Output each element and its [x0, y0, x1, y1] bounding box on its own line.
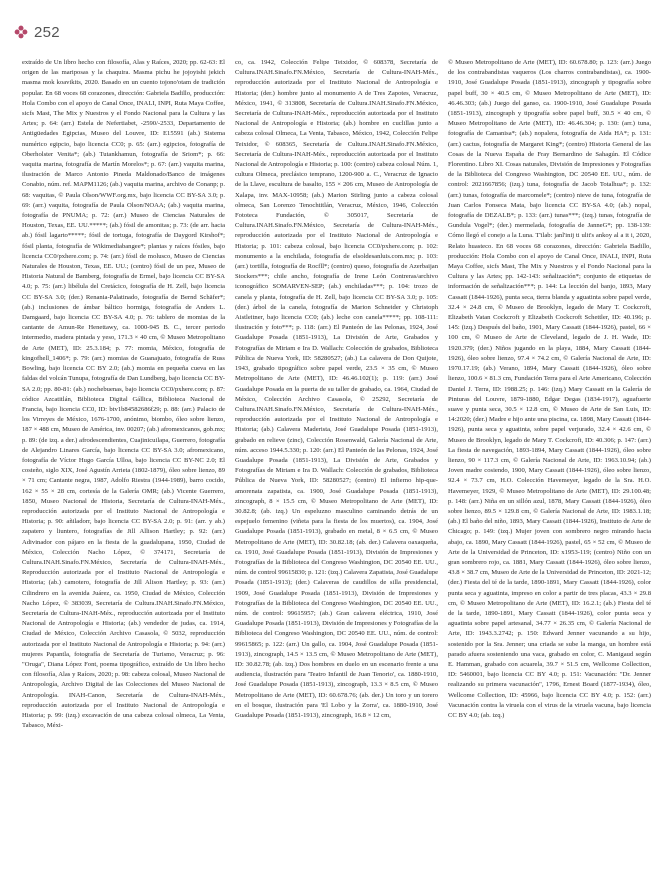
credits-text: co, ca. 1942, Colección Felipe Teixidor, © 608378, Secretaría de Cultura.INAH.Sinafo.FN.México, Secretaría de Cultura-INAH-Méx., reproducción autorizada por el Instituto Nacional de Antropología e Historia; (der.) hombre junto al monumento A de Tres Zapotes, Veracruz, México, 1941, © 313808, Secretaría de Cultura.INAH.Sinafo.FN.México, Secretaría de Cultura-INAH-Méx., reproducción autorizada por el Instituto Nacional de Antropología e Historia; (ab.) hombre en cuclillas junto a cabeza colosal Olmeca, La Venta, Tabasco, México, 1942, Colección Felipe Teixidor, © 608365, Secretaría de Cultura.INAH.Sinafo.FN.México, Secretaría de Cultura-INAH-Méx., reproducción autorizada por el Instituto Nacional de Antropología e Historia; p. 100: (centro) cabeza colosal Núm. 1, cultura Olmeca, preclásico temprano, 1200-900 a. C., Veracruz de Ignacio de la Llave, escultura de basalto, 155 × 206 cm, Museo de Antropología de Xalapa, inv. MAX-10958; (ab.) Marion Stirling junto a cabeza colosal olmeca, San Lorenzo Tenochtitlán, Veracruz, México, 1946, Colección Fototeca Fundación, © 305017, Secretaría de Cultura.INAH.Sinafo.FN.México, Secretaría de Cultura-INAH-Méx., reproducción autorizada por el Instituto Nacional de Antropología e Historia; p. 101: cabeza colosal, bajo licencia CC0/pxhere.com; p. 102: monumento a la enchilada, fotografía de elsoldesanluis.com.mx; p. 103: (arr.) tortilla, fotografía de Rocfll*; (centro) queso, fotografía de Azerbaijan Stockers***; chile ancho, fotografía de Irene León Contreras/archivo iconográfico SOMARVEN-SEP; (ab.) enchiladas***; p. 104: trozo de canela y planta, fotografía de H. Zell, bajo licencia CC BY-SA 3.0; p. 105: (der.) árbol de la canela, fotografía de Marion Schneider y Christoph Aistleitner, bajo licencia CC0; (ab.) leche con canela*****; pp. 108-111: ilustración y foto***; p. 118: (arr.) El Panteón de las Pelonas, 1924, José Guadalupe Posada (1851-1913), La División de Arte, Grabados y Fotografías de Miriam e Ira D. Wallach: Colección de grabados, Biblioteca Pública de Nueva York, ID: 58280527; (ab.) La calavera de Don Quijote, 1943, grabado tipográfico sobre papel verde, 23.5 × 35 cm, © Museo Metropolitano de Arte (MET), ID: 46.46.102(1); p. 119: (arr.) José Guadalupe Posada en la puerta de su taller de grabado, ca. 1964, Ciudad de México, Colección Archivo Casasola, © 25292, Secretaría de Cultura.INAH.Sinafo.FN.México, Secretaría de Cultura-INAH-Méx., reproducción autorizada por el Instituto Nacional de Antropología e Historia; (ab.) Calavera Maderista, José Guadalupe Posada (1851-1913), grabado en relieve (zinc), Colección Rosenwald, Galería Nacional de Arte, núm. acceso 1944.5.330; p. 120: (arr.) El Panteón de las Pelonas, 1924, José Guadalupe Posada (1851-1913), La División de Arte, Grabados y Fotografías de Miriam e Ira D. Wallach: Colección de grabados, Biblioteca Pública de Nueva York, ID: 58280527; (centro) El infierno hip-que-amorenata zapatista, ca. 1900, José Guadalupe Posada (1851-1913), zincograph, 8 × 15.5 cm, © Museo Metropolitano de Arte (MET), ID: 30.82.8; (ab. izq.) Un espeluzno masculino caminando detrás de un espejuelo femenino (viñeta para la fiesta de los muertos), ca. 1904, José Guadalupe Posada (1851-1913), grabado en metal, 8 × 6.5 cm, © Museo Metropolitano de Arte (MET), ID: 30.82.18; (ab. der.) Calavera oaxaqueña, ca. 1910, José Guadalupe Posada (1851-1913), División de Impresiones y Fotografías de la Biblioteca del Congreso Washington, DC 20540 EE. UU., núm. de control 99615830; p. 121: (izq.) Calavera Zapatista, José Guadalupe Posada (1851-1913); (der.) Calaveras de caudillos de silla presidencial, 1909, José Guadalupe Posada (1851-1913), División de Impresiones y Fotografías de la Biblioteca del Congreso Washington, DC 20540 EE. UU., núm. de control: 99615957; (ab.) Gran calavera eléctrica, 1910, José Guadalupe Posada (1851-1913), División de Impresiones y Fotografías de la Biblioteca del Congreso Washington, DC 20540 EE. UU., núm. de control: 99615865; p. 122: (arr.) Un gallo, ca. 1904, José Guadalupe Posada (1851-1913), zincograph, 14.5 × 13.5 cm, © Museo Metropolitano de Arte (MET), ID: 30.82.78; (ab. izq.) Dos hombres en duelo en un escenario frente a una audiencia, ilustración para 'Teatro Infantil de Juan Tenorio', ca. 1880-1910, José Guadalupe Posada (1851-1913), zincograph, 13.3 × 8.5 cm, © Museo Metropolitano de Arte (MET), ID: 60.678.76; (ab. der.) Un toro y un torero en el bosque, ilustración para 'El Lobo y la Zorra', ca. 1880-1910, José Guadalupe Posada (1851-1913), zincograph, 16.8 × 12 cm,	[235, 59, 438, 719]
page-header	[14, 22, 60, 42]
credits-column-1	[22, 58, 225, 868]
credits-text: extraído de Un libro hecho con filosofía, Alas y Raíces, 2020; pp. 62-63: El origen de las mariposas y la chaquira. Masma pichu he jojoyishi jekich masma mok koavikits, 2020. Basado en un cuento tojono'otam de tradición popular. En 68 voces 68 corazones, dirección: Gabriela Badillo, producción: Hola Combo con el apoyo de Canal Once, INALI, INPI, Ruta Maya Coffee, sicfs Mast, The Mix y Nuestros y el Fondo Nacional para la Cultura y las Artes; p. 64: (arr.) Estela de Nefertiabet, -2590/-2533, Departamento de Antigüedades Egipcias, Museo del Louvre, ID: E15591 (ab.) Sistema numérico egipcio, bajo licencia CC0; p. 65: (arr.) egipcios, fotografía de Oberholster Venita*; (ab.) Tutankhamun, fotografía de Sriom*; p. 66: vaquita marina, fotografía de Martín Morelos*; p. 67: (arr.) vaquita marina, ilustración de Marco Antonio Pineda Maldonado/Banco de imágenes Conabio, núm. ref. MAPM1126; (ab.) vaquita marina, archivo de Conanp; p. 68: vaquitas, © Paula Olson/WWF.org.mx, bajo licencia CC BY-SA 3.0; p. 69: (arr.) vaquita, fotografía de Paula Olson/NOAA; (ab.) vaquita marina, fotografía de PNUMA; p. 72: (arr.) Museo de Ciencias Naturales de Houston, Texas, EE. UU.*****; (ab.) fósil de amonitas; p. 73: (de arr. hacia ab.) fósil lagarto*****; fósil de tortuga, fotografía de Daygord Kirshof*; fósil planta, fotografía de Wikimediabangee*; plantas y raíces fósiles, bajo licencia CC0/pxhere.com; p. 74: (arr.) fósil de molusco, Museo de Ciencias Naturales de Houston, Texas, EE. UU.; (centro) fósil de un pez, Museo de Historia Natural de Bamberg, fotografía de Ermel, bajo licencia CC BY-SA 4.0; p. 75: (arr.) libélula del Cretácico, fotografía de H. Zell, bajo licencia CC BY-SA 3.0; (der.) Renania-Palatinado, fotografía de Bernd Schäfer*; (ab.) inclusiones de ámbar báltico hormiga, fotografía de Anders L. Damgaard, bajo licencia CC BY-SA 4.0; p. 76: tablero de momias de la cantante de Amun-Re Henettawy, ca. 1000-945 B. C., tercer periodo intermedio, madera pintada y yeso, 171.3 × 40 cm, © Museo Metropolitano de Arte (MET), ID: 25.3.184; p. 77: momia, México, fotografía de kingofhell_1406*; p. 79: (arr.) momias de Guanajuato, fotografía de Russ Bowling, bajo licencia CC BY 2.0; (ab.) momia en pequeña cueva en las faldas del volcán Tunupa, fotografía de Dan Lundberg, bajo licencia CC BY-SA 2.0; pp. 80-81: (ab.) nochebuenas, bajo licencia CC0/pxhere.com; p. 87: códice Azcatitlán, Biblioteca Digital Gállica, Biblioteca Nacional de Francia, bajo licencia CC0, ID: btv1b84582686f29; p. 88: (arr.) Palacio de los Virreyes de México, 1676-1700, anónimo, biombo, óleo sobre lienzo, 187 × 488 cm, Museo de América, inv. 00207; (ab.) afromexicanos, gob.mx; p. 89: (de izq. a der.) afrodescendientes, Cuajinicuilapa, Guerrero, fotografía de Alejandro Linares García, bajo licencia CC BY-SA 3.0; afromexicano, fotografía de Víctor Hugo García Ulloa, bajo licencia CC BY-NC 2.0; El costeño, siglo XIX, José Agustín Arrieta (1802-1879), óleo sobre lienzo, 89 × 71 cm; Cantante negra, 1987, Adolfo Riestra (1944-1989), barro cocido, 162 × 55 × 28 cm, cortesía de la Galería OMR; (ab.) Vicente Guerrero, 1850, Museo Nacional de Historia, Secretaría de Cultura-INAH-Méx., reproducción autorizada por el Instituto Nacional de Antropología e Historia; p. 90: añiladorr, bajo licencia CC BY-SA 2.0; p. 91: (arr. y ab.) zapatero y liuntero, fotografías de Jill Allison Hartley; p. 92: (arr.) Adivinador con pájaro en la fiesta de la guadalupana, 1950, Ciudad de México, Colección Nacho López, © 374171, Secretaría de Cultura.INAH.Sinafo.FN.México, Secretaría de Cultura-INAH-Méx., Reproducción autorizada por el Instituto Nacional de Antropología e Historia; (ab.) camotero, fotografía de Jill Alison Hartley; p. 93: (arr.) Cilindrero en la avenida Juárez, ca. 1950, Ciudad de México, Colección Nacho López, © 383039, Secretaría de Cultura.INAH.Sinafo.FN.México, Secretaría de Cultura-INAH-Méx., reproducción autorizada por el Instituto Nacional de Antropología e Historia; (ab.) vendedor de judas, ca. 1914, Ciudad de México, Colección Archivo Casasola, © 5032, reproducción autorizada por el Instituto Nacional de Antropología e Historia; p. 94: (arr.) mujeres Papantla, fotografía de Secretaría de Turismo, Veracruz; p. 96: "Oruga", Diana López Font, poema tipográfico, extraído de Un libro hecho con filosofía, Alas y Raíces, 2020; p. 98: cabeza colosal, Museo Nacional de Antropología, Archivo Digital de las Colecciones del Museo Nacional de Antropología. INAH-Canon, Secretaría de Cultura-INAH-Méx., reproducción autorizada por el Instituto Nacional de Antropología e Historia; p. 99: (izq.) excavación de una cabeza colosal olmeca, La Venta, Tabasco, Méxi-	[22, 59, 225, 730]
credits-text: © Museo Metropolitano de Arte (MET), ID: 60.678.80; p. 123: (arr.) Juego de los contrabandistas vaqueros (Los charros contrabandistas), ca. 1900-1910, José Guadalupe Posada (1851-1913), zincograph y tipografía sobre papel buff, 30 × 40.5 cm, © Museo Metropolitano de Arte (MET), ID: 46.46.303; (ab.) Juego del ganso, ca. 1900-1910, José Guadalupe Posada (1851-1913), zincograph y tipografía sobre papel buff, 30.5 × 40 cm, © Museo Metropolitano de Arte (MET), ID: 46.46.304; p. 130: (arr.) tuna, fotografía de Camanisa*; (ab.) nopalera, fotografía de Aida HA*; p. 131: (arr.) cactus, fotografía de Margaret King*; (centro) Historia General de las Cosas de la Nueva España de Fray Bernardino de Sahagún. El Códice Florentino. Libro XI. Cosas naturales, División de Impresiones y Fotografías de la Biblioteca del Congreso Washington, DC 20540 EE. UU., núm. de control: 2021667856; (izq.) tuna, fotografía de Jacob Totalhua*; p. 132: (arr.) tunas, fotografía de marcomele*; (centro) nieve de tuna, fotografía de Juan Carlos Fonseca Mata, bajo licencia CC BY-SA 4.0; (ab.) nopal, fotografía de DEZALB*; p. 133: (arr.) tunas***; (izq.) tunas, fotografía de Gundula Vogel*; (der.) mermelada, fotografía de JanneG*; pp. 138-139: Cómo llegó el conejo a la Luna. T'ilab: janl'inij ti ulit's ankoy al a it i, 2020, Relato huasteco. En 68 voces 68 corazones, dirección: Gabriela Badillo, producción: Hola Combo con el apoyo de Canal Once, INALI, INPI, Ruta Maya Coffee, sicfs Mast, The Mix y Nuestros y el Fondo Nacional para la Cultura y las Artes; pp. 142-143: señalización*; conjunto de etiquetas de información de señalización***; p. 144: La lección del banjo, 1893, Mary Cassatt (1844-1926), punta seca, tierra blanda y aguatinta sobre papel verde, 32.4 × 24.8 cm, © Museo de Brooklyn, legado de Mary T. Cockcroft, Elizabeth Vatan Cockcroft y Elizabeth Cockcroft Schettler, ID: 40.196; p. 145: (izq.) Después del baño, 1901, Mary Cassatt (1844-1926), pastel, 66 × 100 cm, © Museo de Arte de Cleveland, legado de J. H. Wade, ID: 1920.379; (der.) Niños jugando en la playa, 1884, Mary Cassatt (1844-1926), óleo sobre lienzo, 97.4 × 74.2 cm, © Galería Nacional de Arte, ID: 1970.17.19; (ab.) Verano, 1894, Mary Cassatt (1844-1926), óleo sobre lienzo, 100.6 × 81.3 cm, Fundación Terra para el Arte Americano, Colección Daniel J. Terra, ID: 1988.25; p. 146: (izq.) Mary Cassatt en la Galería de Pinturas del Louvre, 1879-1880, Edgar Degas (1834-1917), aguafuerte suave y punta seca, 30.5 × 12.8 cm, © Museo de Arte de San Luis, ID: 14:2020; (der.) Madre e hijo ante una piscina, ca. 1898, Mary Cassatt (1844-1926), punta seca y aguatinta, sobre papel verjurado, 32.4 × 42.6 cm, © Museo de Brooklyn, legado de Mary T. Cockcroft, ID: 40.306; p. 147: (arr.) La fiesta de navegación, 1893-1894, Mary Cassatt (1844-1926), óleo sobre lienzo, 90 × 117.3 cm, © Galería Nacional de Arte, ID: 1963.10.94; (ab.) Joven madre cosiendo, 1900, Mary Cassatt (1844-1926), óleo sobre lienzo, 92.4 × 73.7 cm, H.O. Colección Havemeyer, legado de la Sra. H.O. Havemeyer, 1929, © Museo Metropolitano de Arte (MET), ID: 29.100.48; p. 148: (arr.) Niña en un sillón azul, 1878, Mary Cassatt (1844-1926), óleo sobre lienzo, 89.5 × 129.8 cm, © Galería Nacional de Arte, ID: 1983.1.18; (ab.) El baño del niño, 1893, Mary Cassatt (1844-1926), Instituto de Arte de Chicago; p. 149: (izq.) Mujer joven con sombrero negro mirando hacia abajo, ca. 1890, Mary Cassatt (1844-1926), pastel, 65 × 52 cm, © Museo de Arte de la Universidad de Princeton, ID: x1953-119; (centro) Niño con un gran sombrero rojo, ca. 1881, Mary Cassatt (1844-1926), óleo sobre lienzo, 43.8 × 38.7 cm, Museo de Arte de la Universidad de Princeton, ID: 2021-12; (der.) Fiesta del té de la tarde, 1890-1891, Mary Cassatt (1844-1926), color punta seca y aguatinta, impreso en color a partir de tres placas, 43.3 × 29.8 cm, © Museo Metropolitano de Arte (MET), ID: 16.2.1; (ab.) Fiesta del té de la tarde, 1890-1891, Mary Cassatt (1844-1926), color punta seca y aguatinta sobre papel artesanal, 34.77 × 26.35 cm, © Galería Nacional de Arte, ID: 1943.3.2742; p. 150: Edward Jenner vacunando a su hijo, sostenido por la Sra. Jenner; una criada se sube la manga, un hombre está parado afuera sosteniendo una vaca, grabado en color, C. Manigaud según E. Hamman, grabado con acuarela, 39.7 × 51.5 cm, Wellcome Collection, ID: 5460001, bajo licencia CC BY 4.0; p. 151: Vacunación: "Dr. Jenner realizando su primera vacunación", 1796, Ernest Board (1877-1934), óleo, Wellcome Collection, ID: 45966, bajo licencia CC BY 4.0; p. 152: (arr.) Vacunación contra la viruela con el virus de la viruela vacuna, bajo licencia CC BY 4.0; (ab. izq.)	[448, 59, 651, 719]
credits-columns	[22, 58, 652, 868]
flower-ornament-icon	[14, 25, 28, 39]
credits-column-2	[235, 58, 438, 868]
credits-column-3	[448, 58, 651, 868]
page-number: 252	[34, 23, 60, 41]
